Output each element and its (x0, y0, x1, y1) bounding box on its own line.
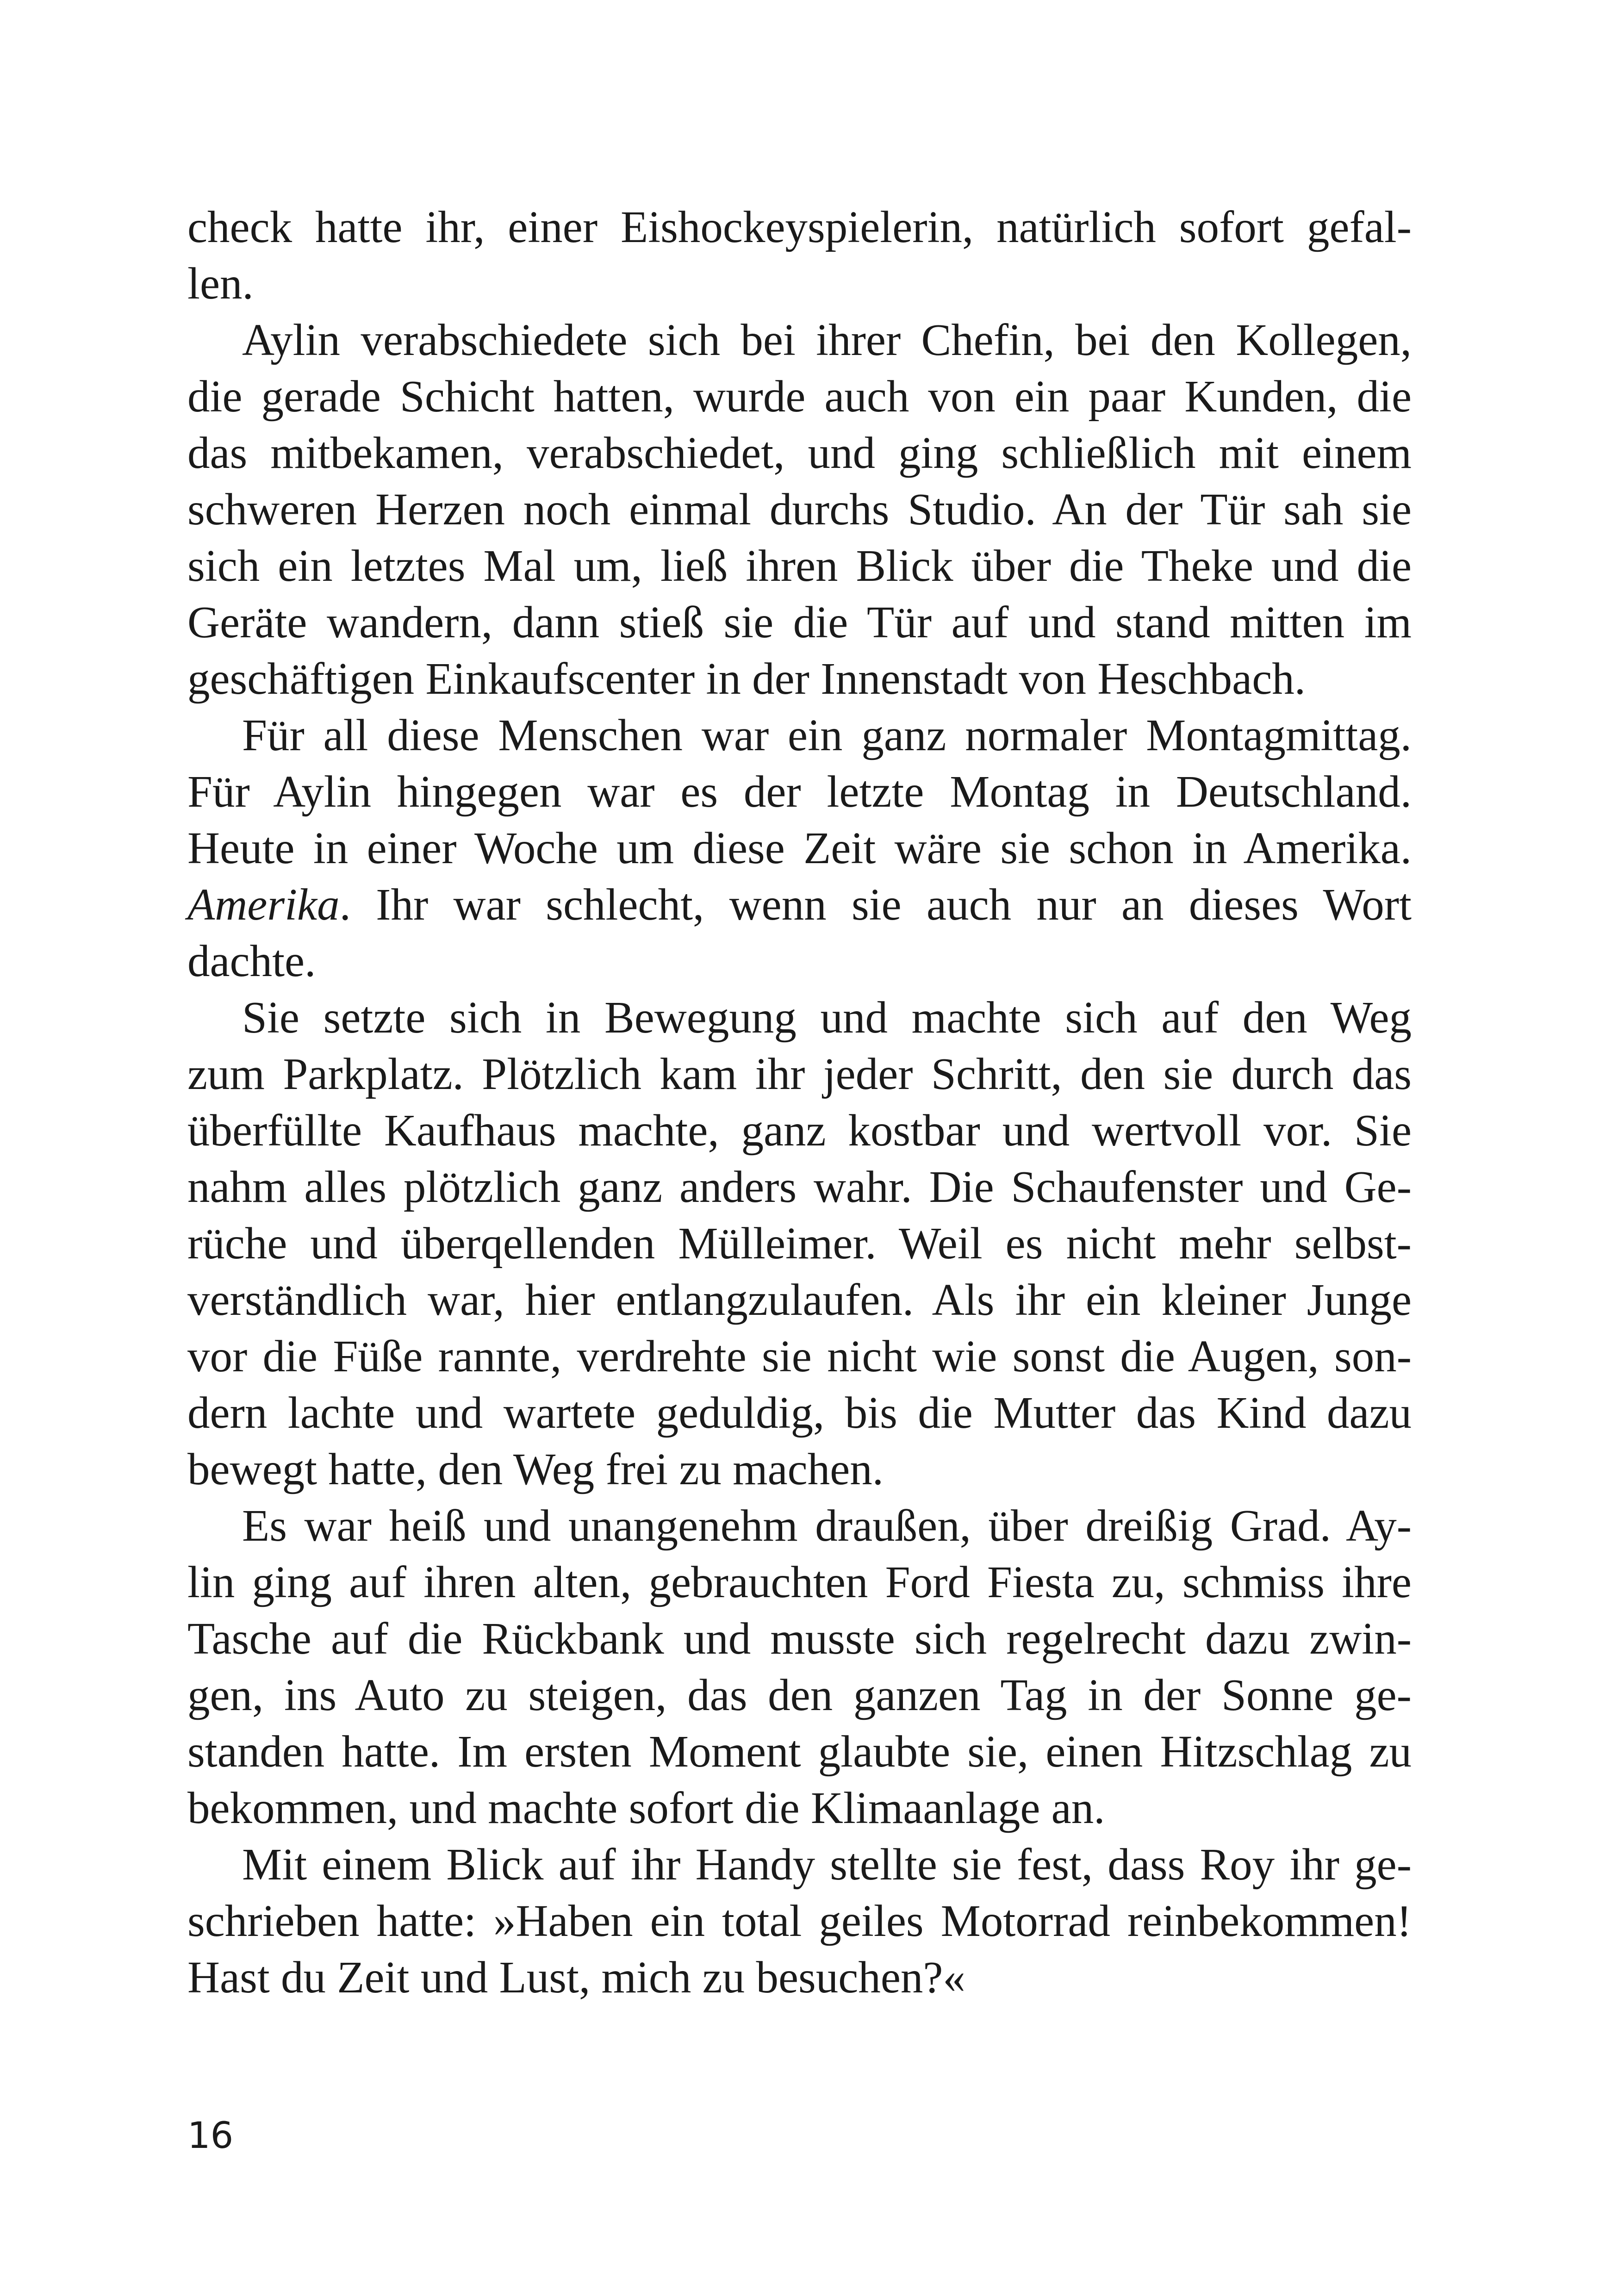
page-number: 16 (187, 2115, 234, 2157)
text-line: bekommen, und machte sofort die Klimaanlage an. (187, 1783, 1105, 1833)
text-line: Heute in einer Woche um diese Zeit wäre sie schon in Amerika. (187, 823, 1412, 873)
text-line: vor die Füße rannte, verdrehte sie nicht wie sonst die Augen, son- (187, 1332, 1412, 1381)
text-line: standen hatte. Im ersten Moment glaubte sie, einen Hitzschlag zu (187, 1727, 1412, 1776)
text-line (187, 877, 1412, 933)
italic-word: Amerika (187, 880, 340, 929)
text-line: Aylin verabschiedete sich bei ihrer Chefin, bei den Kollegen, (242, 315, 1412, 365)
text-line: lin ging auf ihren alten, gebrauchten Ford Fiesta zu, schmiss ihre (187, 1557, 1412, 1607)
text-line: zum Parkplatz. Plötzlich kam ihr jeder Schritt, den sie durch das (187, 1049, 1412, 1099)
text-line: rüche und überqellenden Mülleimer. Weil es nicht mehr selbst- (187, 1219, 1412, 1268)
body-text (187, 199, 1412, 2006)
text-line: sich ein letztes Mal um, ließ ihren Blick über die Theke und die (187, 541, 1412, 591)
text-line: Für Aylin hingegen war es der letzte Montag in Deutschland. (187, 767, 1412, 816)
text-line: überfüllte Kaufhaus machte, ganz kostbar und wertvoll vor. Sie (187, 1106, 1412, 1155)
text-line: geschäftigen Einkaufscenter in der Innenstadt von Heschbach. (187, 654, 1306, 703)
text-line: dern lachte und wartete geduldig, bis die Mutter das Kind dazu (187, 1388, 1412, 1437)
text-line: Sie setzte sich in Bewegung und machte sich auf den Weg (242, 993, 1412, 1042)
text-line: Es war heiß und unangenehm draußen, über dreißig Grad. Ay- (242, 1501, 1412, 1550)
text-line: Mit einem Blick auf ihr Handy stellte sie fest, dass Roy ihr ge- (242, 1840, 1412, 1889)
text-line: Hast du Zeit und Lust, mich zu besuchen?« (187, 1953, 965, 2002)
line-text: . Ihr war schlecht, wenn sie auch nur an dieses Wort (339, 880, 1412, 929)
text-line: dachte. (187, 936, 316, 986)
text-line: die gerade Schicht hatten, wurde auch von ein paar Kunden, die (187, 372, 1412, 421)
text-line: len. (187, 259, 254, 308)
text-line: verständlich war, hier entlangzulaufen. Als ihr ein kleiner Junge (187, 1275, 1412, 1325)
text-line: gen, ins Auto zu steigen, das den ganzen Tag in der Sonne ge- (187, 1670, 1412, 1720)
text-line: schrieben hatte: »Haben ein total geiles Motorrad reinbekommen! (187, 1896, 1412, 1946)
text-line: nahm alles plötzlich ganz anders wahr. Die Schaufenster und Ge- (187, 1162, 1412, 1212)
text-line: check hatte ihr, einer Eishockeyspielerin, natürlich sofort gefal- (187, 202, 1412, 252)
text-line: Tasche auf die Rückbank und musste sich regelrecht dazu zwin- (187, 1614, 1412, 1663)
text-line: das mitbekamen, verabschiedet, und ging schließlich mit einem (187, 428, 1412, 478)
text-line: Für all diese Menschen war ein ganz normaler Montagmittag. (242, 710, 1412, 760)
text-line: schweren Herzen noch einmal durchs Studio. An der Tür sah sie (187, 485, 1412, 534)
text-line: Geräte wandern, dann stieß sie die Tür auf und stand mitten im (187, 597, 1412, 647)
text-line: bewegt hatte, den Weg frei zu machen. (187, 1444, 884, 1494)
